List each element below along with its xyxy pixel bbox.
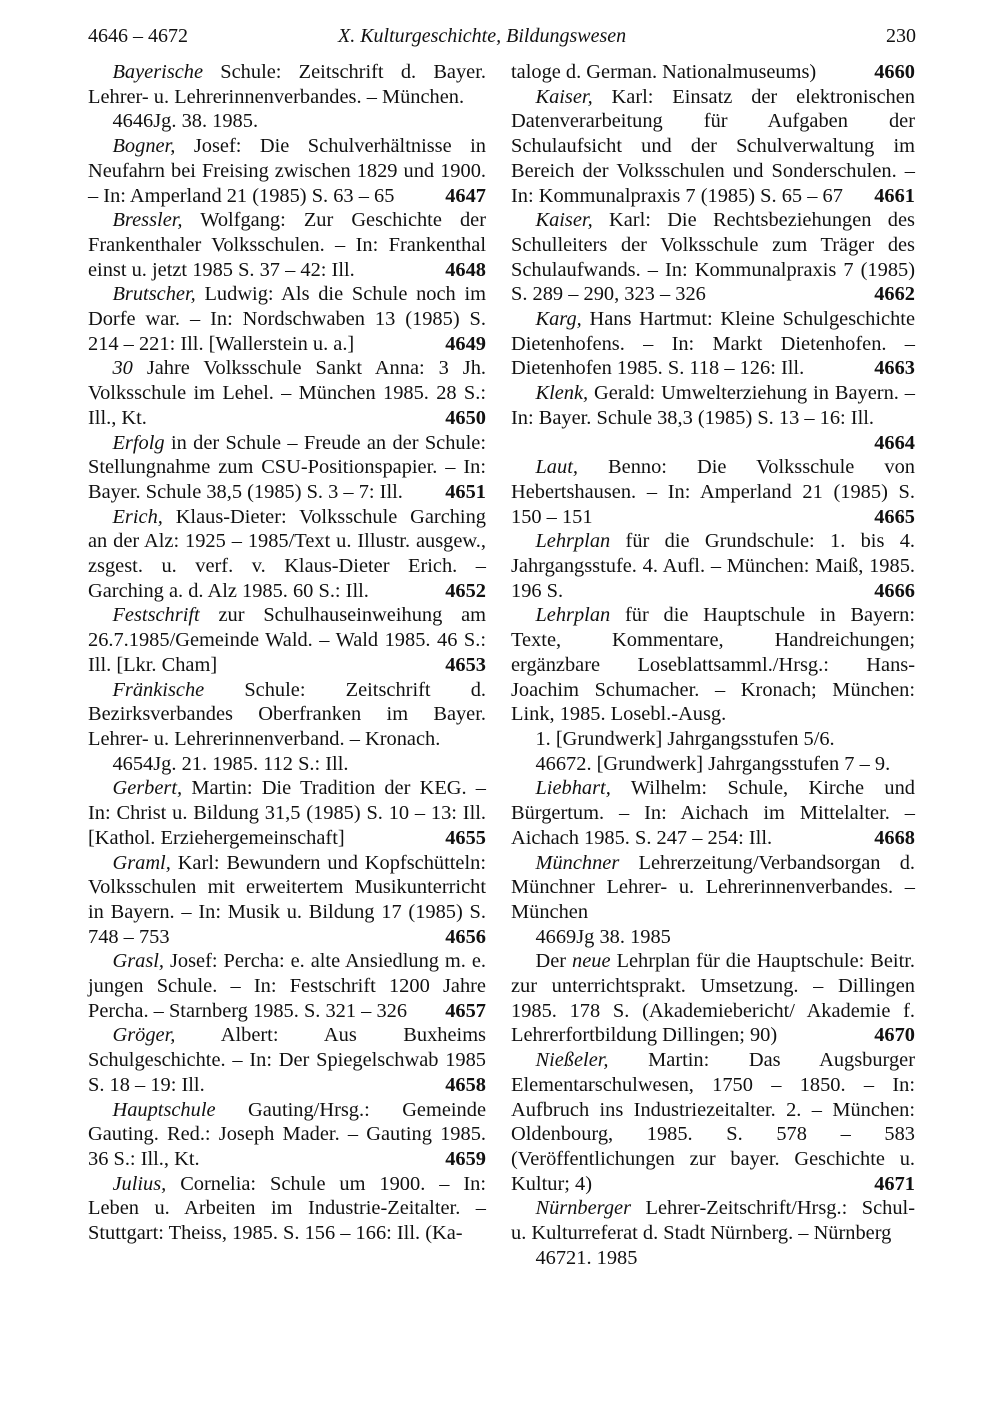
bibliography-entry (88, 949, 486, 1023)
sub-line-text: 2. [Grundwerk] Jahrgangsstufen 7 – 9. (576, 752, 891, 775)
sub-line-text: Jg. 21. 1985. 112 S.: Ill. (153, 752, 349, 775)
entry-keyword: Grasl, (112, 950, 165, 973)
entry-continuation (511, 60, 915, 85)
entry-number: 4649 (445, 332, 486, 355)
entry-keyword: 30 (112, 357, 133, 380)
bibliography-entry (88, 60, 486, 109)
bibliography-entry (88, 678, 486, 752)
entry-text: Ludwig: Als die Schule noch im Dorfe war. – In: Nordschwaben 13 (1985) S. 214 – 221: Ill. [Wallerstein u. a.] (88, 283, 486, 355)
entry-keyword: Nießeler, (535, 1049, 609, 1072)
entry-keyword: Karg, (535, 308, 582, 331)
entry-number: 4659 (445, 1147, 486, 1170)
bibliography-entry (511, 603, 915, 727)
entry-text: Klaus-Dieter: Volksschule Garching an der Alz: 1925 – 1985/Text u. Illustr. ausgew., zsgest. u. verf. v. Klaus-Dieter Erich. – Garching a. d. Alz 1985. 60 S.: Ill. (88, 505, 486, 602)
entry-sub-line (511, 752, 915, 777)
entry-keyword: Kaiser, (535, 209, 593, 232)
entry-text: Karl: Die Rechtsbeziehungen des Schulleiters der Volksschule zum Träger des Schulaufwands. – In: Kommunalpraxis 7 (1985) S. 289 – 290, 323 – 326 (511, 209, 915, 306)
entry-text: Schule: Zeitschrift d. Bayer. Lehrer- u. Lehrerinnenverbandes. – München. (88, 61, 486, 108)
bibliography-entry (88, 776, 486, 850)
entry-number: 4660 (874, 61, 915, 83)
entry-sub-line (88, 752, 486, 777)
entry-number: 4657 (445, 999, 486, 1022)
entry-keyword: Kaiser, (535, 85, 593, 108)
entry-number: 4671 (874, 1172, 915, 1195)
entry-text: in der Schule – Freude an der Schule: Stellungnahme zum CSU-Positionspapier. – In: Bayer. Schule 38,5 (1985) S. 3 – 7: Ill. (88, 431, 486, 503)
entry-number: 4664 (874, 431, 915, 454)
entry-keyword: Graml, (112, 851, 171, 874)
entry-text: Lehrplan für die Hauptschule: Beitr. zur unterrichtsprakt. Umsetzung. – Dillingen 1985. 178 S. (Akademiebericht/ Akademie f. Lehrerfortbildung Dillingen; 90) (511, 950, 915, 1047)
entry-number: 4658 (445, 1073, 486, 1096)
entry-keyword: Fränkische (112, 678, 205, 701)
entry-number: 4647 (445, 184, 486, 207)
bibliography-entry (511, 851, 915, 925)
entry-text: Jahre Volksschule Sankt Anna: 3 Jh. Volksschule im Lehel. – München 1985. 28 S.: Ill., Kt. (88, 357, 486, 429)
bibliography-entry (88, 431, 486, 505)
bibliography-entry (88, 356, 486, 430)
entry-sub-line (511, 925, 915, 950)
entry-keyword: Hauptschule (112, 1098, 216, 1121)
entry-text: Josef: Percha: e. alte Ansiedlung m. e. jungen Schule. – In: Festschrift 1200 Jahre Percha. – Starnberg 1985. S. 321 – 326 (88, 950, 486, 1022)
entry-keyword: Julius, (112, 1172, 167, 1195)
entry-text: taloge d. German. Nationalmuseums) (511, 61, 817, 83)
sub-line-text: Jg 38. 1985 (576, 925, 671, 948)
entry-text: für die Hauptschule in Bayern: Texte, Kommentare, Handreichungen; ergänzbare Loseblattsamml./Hrsg.: Hans-Joachim Schumacher. – Kronach; München: Link, 1985. Losebl.-Ausg. (511, 604, 915, 726)
sub-line-text: Jg. 38. 1985. (153, 110, 259, 133)
entry-sub-line (88, 109, 486, 134)
sub-line-text: 1. 1985 (576, 1246, 638, 1269)
bibliography-entry (511, 529, 915, 603)
entry-keyword: Nürnberger (535, 1197, 631, 1220)
entry-number: 4667 (535, 752, 577, 775)
entry-keyword: Liebhart, (535, 777, 611, 800)
entry-keyword: neue (572, 950, 611, 973)
bibliography-entry (88, 134, 486, 208)
entry-text: Martin: Die Tradition der KEG. – In: Christ u. Bildung 31,5 (1985) S. 10 – 13: Ill. [Kathol. Erziehergemeinschaft] (88, 777, 486, 849)
entry-keyword: Laut, (535, 456, 578, 479)
bibliography-entry (88, 282, 486, 356)
entry-keyword: Erfolg (112, 431, 165, 454)
entry-text: Wolfgang: Zur Geschichte der Frankenthaler Volksschulen. – In: Frankenthal einst u. jetzt 1985 S. 37 – 42: Ill. (88, 209, 486, 281)
entry-number: 4665 (874, 505, 915, 528)
entry-number: 4652 (445, 579, 486, 602)
entry-number: 4646 (112, 110, 154, 133)
entry-keyword: Lehrplan (535, 530, 611, 553)
entry-keyword: Münchner (535, 851, 620, 874)
bibliography-entry (88, 1023, 486, 1097)
bibliography-entry (511, 307, 915, 381)
entry-text: Der (535, 950, 573, 973)
entry-keyword: Brutscher, (112, 283, 196, 306)
entry-number: 4648 (445, 258, 486, 281)
bibliography-entry (88, 851, 486, 950)
entry-number: 4663 (874, 357, 915, 380)
entry-number: 4666 (874, 579, 915, 602)
bibliography-entry (511, 455, 915, 529)
bibliography-entry (511, 1048, 915, 1196)
entry-text: Lehrer-Zeitschrift/Hrsg.: Schul- u. Kulturreferat d. Stadt Nürnberg. – Nürnberg (511, 1197, 915, 1245)
entry-number: 4661 (874, 184, 915, 207)
bibliography-entry (511, 85, 915, 209)
entry-number: 4655 (445, 826, 486, 849)
entry-text: für die Grundschule: 1. bis 4. Jahrgangsstufe. 4. Aufl. – München: Maiß, 1985. 196 S. (511, 530, 915, 602)
left-column (88, 60, 486, 1246)
page-header (0, 22, 1000, 52)
bibliography-entry (88, 603, 486, 677)
entry-keyword: Lehrplan (535, 604, 611, 627)
entry-text: Benno: Die Volksschule von Hebertshausen. – In: Amperland 21 (1985) S. 150 – 151 (511, 456, 915, 528)
entry-keyword: Gröger, (112, 1024, 176, 1047)
entry-keyword: Gerbert, (112, 777, 183, 800)
entry-keyword: Bressler, (112, 209, 183, 232)
entry-number: 4668 (874, 826, 915, 849)
entry-number: 4670 (874, 1024, 915, 1047)
entry-number: 4656 (445, 925, 486, 948)
entry-keyword: Festschrift (112, 604, 200, 627)
bibliography-entry (511, 949, 915, 1048)
entry-number: 4650 (445, 406, 486, 429)
entry-number: 4669 (535, 925, 577, 948)
bibliography-entry (511, 1196, 915, 1245)
bibliography-entry (88, 505, 486, 604)
entry-sub-line (511, 1246, 915, 1271)
entry-text: Wilhelm: Schule, Kirche und Bürgertum. – In: Aichach im Mittelalter. – Aichach 1985. S. 247 – 254: Ill. (511, 777, 915, 849)
bibliography-entry (88, 1098, 486, 1172)
page-number: 230 (886, 25, 916, 47)
entry-sub-line (511, 727, 915, 752)
entry-number: 4662 (874, 283, 915, 306)
entry-text: Martin: Das Augsburger Elementarschulwesen, 1750 – 1850. – In: Aufbruch ins Industriezeitalter. 2. – München: Oldenbourg, 1985. S. 578 – 583 (Veröffentlichungen zur bayer. Geschichte u. Kultur; 4) (511, 1049, 915, 1195)
entry-text: Karl: Einsatz der elektronischen Datenverarbeitung für Aufgaben der Schulaufsicht und der Schulverwaltung im Bereich der Volksschulen und Sonderschulen. – In: Kommunalpraxis 7 (1985) S. 65 – 67 (511, 85, 915, 207)
entry-number: 4653 (445, 653, 486, 676)
sub-line-text: 1. [Grundwerk] Jahrgangsstufen 5/6. (535, 727, 835, 750)
entry-text: zur Schulhauseinweihung am 26.7.1985/Gemeinde Wald. – Wald 1985. 46 S.: Ill. [Lkr. Cham] (88, 604, 486, 676)
entry-number: 4654 (112, 752, 154, 775)
bibliography-entry (88, 1172, 486, 1246)
entry-text: Gerald: Umwelterziehung in Bayern. – In: Bayer. Schule 38,3 (1985) S. 13 – 16: Ill. (511, 382, 915, 429)
bibliography-entry (511, 776, 915, 850)
entry-number: 4651 (445, 480, 486, 503)
entry-text: Josef: Die Schulverhältnisse in Neufahrn bei Freising zwischen 1829 und 1900. – In: Amperland 21 (1985) S. 63 – 65 (88, 135, 486, 207)
entry-keyword: Bogner, (112, 135, 176, 158)
right-column (511, 60, 915, 1270)
entry-text: Schule: Zeitschrift d. Bezirksverbandes Oberfranken im Bayer. Lehrer- u. Lehrerinnenverband. – Kronach. (88, 678, 486, 750)
entry-keyword: Erich, (112, 505, 163, 528)
entry-text: Karl: Bewundern und Kopfschütteln: Volksschulen mit erweitertem Musikunterricht in Bayern. – In: Musik u. Bildung 17 (1985) S. 748 – 753 (88, 851, 486, 948)
bibliography-entry (511, 381, 915, 455)
entry-number: 4672 (535, 1246, 577, 1269)
entry-text: Cornelia: Schule um 1900. – In: Leben u. Arbeiten im Industrie-Zeitalter. – Stuttgart: Theiss, 1985. S. 156 – 166: Ill. (Ka- (88, 1172, 486, 1245)
bibliography-entry (88, 208, 486, 282)
entry-text: Albert: Aus Buxheims Schulgeschichte. – In: Der Spiegelschwab 1985 S. 18 – 19: Ill. (88, 1024, 486, 1096)
entry-keyword: Klenk, (535, 382, 589, 405)
bibliography-entry (511, 208, 915, 307)
entry-keyword: Bayerische (112, 61, 204, 83)
section-title: X. Kulturgeschichte, Bildungswesen (338, 25, 627, 47)
entry-range: 4646 – 4672 (88, 25, 188, 47)
entry-text: Gauting/Hrsg.: Gemeinde Gauting. Red.: Joseph Mader. – Gauting 1985. 36 S.: Ill., Kt. (88, 1098, 486, 1170)
entry-text: Lehrerzeitung/Verbandsorgan d. Münchner Lehrer- u. Lehrerinnenverbandes. – München (511, 851, 915, 923)
entry-text: Hans Hartmut: Kleine Schulgeschichte Dietenhofens. – In: Markt Dietenhofen. – Dietenhofen 1985. S. 118 – 126: Ill. (511, 308, 915, 380)
